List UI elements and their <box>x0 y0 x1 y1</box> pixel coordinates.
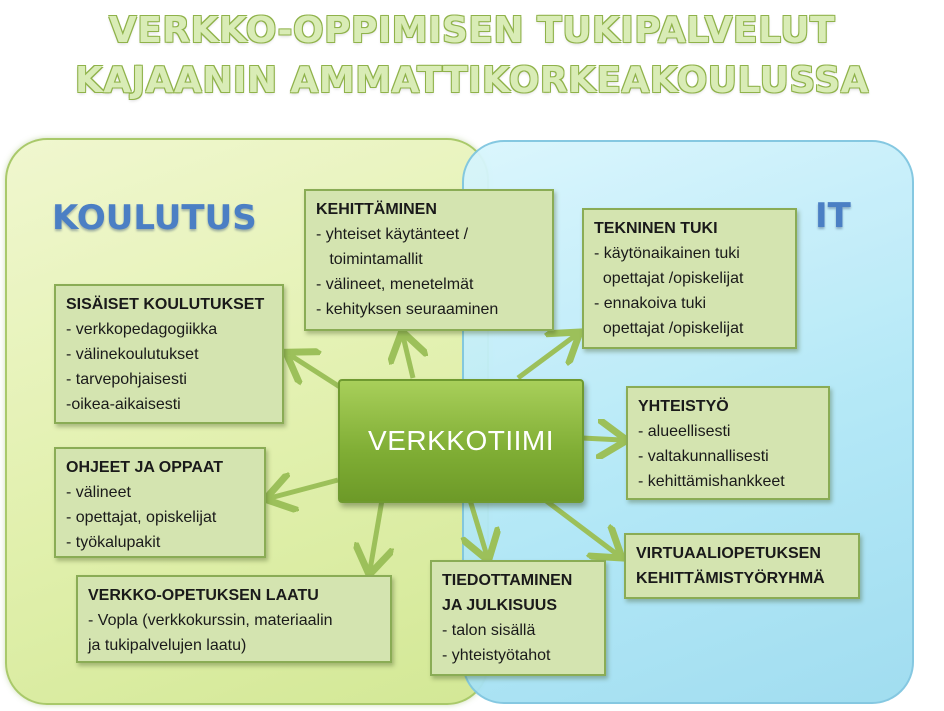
koulutus-label: KOULUTUS <box>52 198 257 238</box>
virtuaali-heading: VIRTUAALIOPETUKSEN <box>636 545 821 562</box>
box-sisaiset-koulutukset <box>54 284 284 424</box>
sisaiset-line: - verkkopedagogiikka <box>66 321 218 338</box>
arrow-to-virtuaali <box>545 500 618 555</box>
tiedottaminen-line: - talon sisällä <box>442 622 536 639</box>
ohjeet-line: - työkalupakit <box>66 534 161 551</box>
arrow-to-tiedottaminen <box>470 500 487 556</box>
tekninen-line: opettajat /opiskelijat <box>594 270 744 287</box>
tiedottaminen-line: - yhteistyötahot <box>442 647 551 664</box>
sisaiset-line: - tarvepohjaisesti <box>66 371 187 388</box>
laatu-line: - Vopla (verkkokurssin, materiaalin <box>88 612 333 629</box>
title-line-1: VERKKO-OPPIMISEN TUKIPALVELUT <box>108 10 836 51</box>
kehittaminen-line: toimintamallit <box>316 251 423 268</box>
sisaiset-line: -oikea-aikaisesti <box>66 396 181 413</box>
arrow-to-sisaiset <box>290 355 340 387</box>
ohjeet-line: - opettajat, opiskelijat <box>66 509 217 526</box>
laatu-heading: VERKKO-OPETUKSEN LAATU <box>88 587 319 604</box>
laatu-line: ja tukipalvelujen laatu) <box>88 637 247 654</box>
ohjeet-heading: OHJEET JA OPPAAT <box>66 459 224 476</box>
box-kehittaminen <box>304 189 554 331</box>
verkkotiimi-center-box: VERKKOTIIMI <box>338 379 584 503</box>
arrow-to-ohjeet <box>270 480 338 498</box>
yhteistyo-line: - alueellisesti <box>638 423 731 440</box>
arrow-to-kehittaminen <box>403 336 413 378</box>
yhteistyo-line: - valtakunnallisesti <box>638 448 769 465</box>
arrow-to-yhteistyo <box>582 438 622 440</box>
box-yhteistyo <box>626 386 830 500</box>
kehittaminen-line: - yhteiset käytänteet / <box>316 226 469 243</box>
box-virtuaaliopetuksen <box>624 533 860 599</box>
sisaiset-heading: SISÄISET KOULUTUKSET <box>66 296 265 313</box>
box-tiedottaminen <box>430 560 606 676</box>
it-label: IT <box>815 196 851 236</box>
kehittaminen-heading: KEHITTÄMINEN <box>316 201 437 218</box>
box-tekninen-tuki <box>582 208 797 349</box>
kehittaminen-line: - välineet, menetelmät <box>316 276 474 293</box>
virtuaali-heading-2: KEHITTÄMISTYÖRYHMÄ <box>636 570 825 587</box>
tekninen-line: - ennakoiva tuki <box>594 295 707 312</box>
arrow-to-laatu <box>370 500 382 570</box>
sisaiset-line: - välinekoulutukset <box>66 346 199 363</box>
tekninen-line: opettajat /opiskelijat <box>594 320 744 337</box>
box-verkko-opetuksen-laatu <box>76 575 392 663</box>
kehittaminen-line: - kehityksen seuraaminen <box>316 301 499 318</box>
tiedottaminen-heading-2: JA JULKISUUS <box>442 597 557 614</box>
ohjeet-line: - välineet <box>66 484 131 501</box>
yhteistyo-heading: YHTEISTYÖ <box>638 398 729 415</box>
tekninen-line: - käytönaikainen tuki <box>594 245 740 262</box>
tiedottaminen-heading: TIEDOTTAMINEN <box>442 572 573 589</box>
tekninen-heading: TEKNINEN TUKI <box>594 220 718 237</box>
title-line-2: KAJAANIN AMMATTIKORKEAKOULUSSA <box>74 60 870 101</box>
arrow-to-tekninen <box>518 335 576 378</box>
box-ohjeet-ja-oppaat <box>54 447 266 558</box>
yhteistyo-line: - kehittämishankkeet <box>638 473 785 490</box>
